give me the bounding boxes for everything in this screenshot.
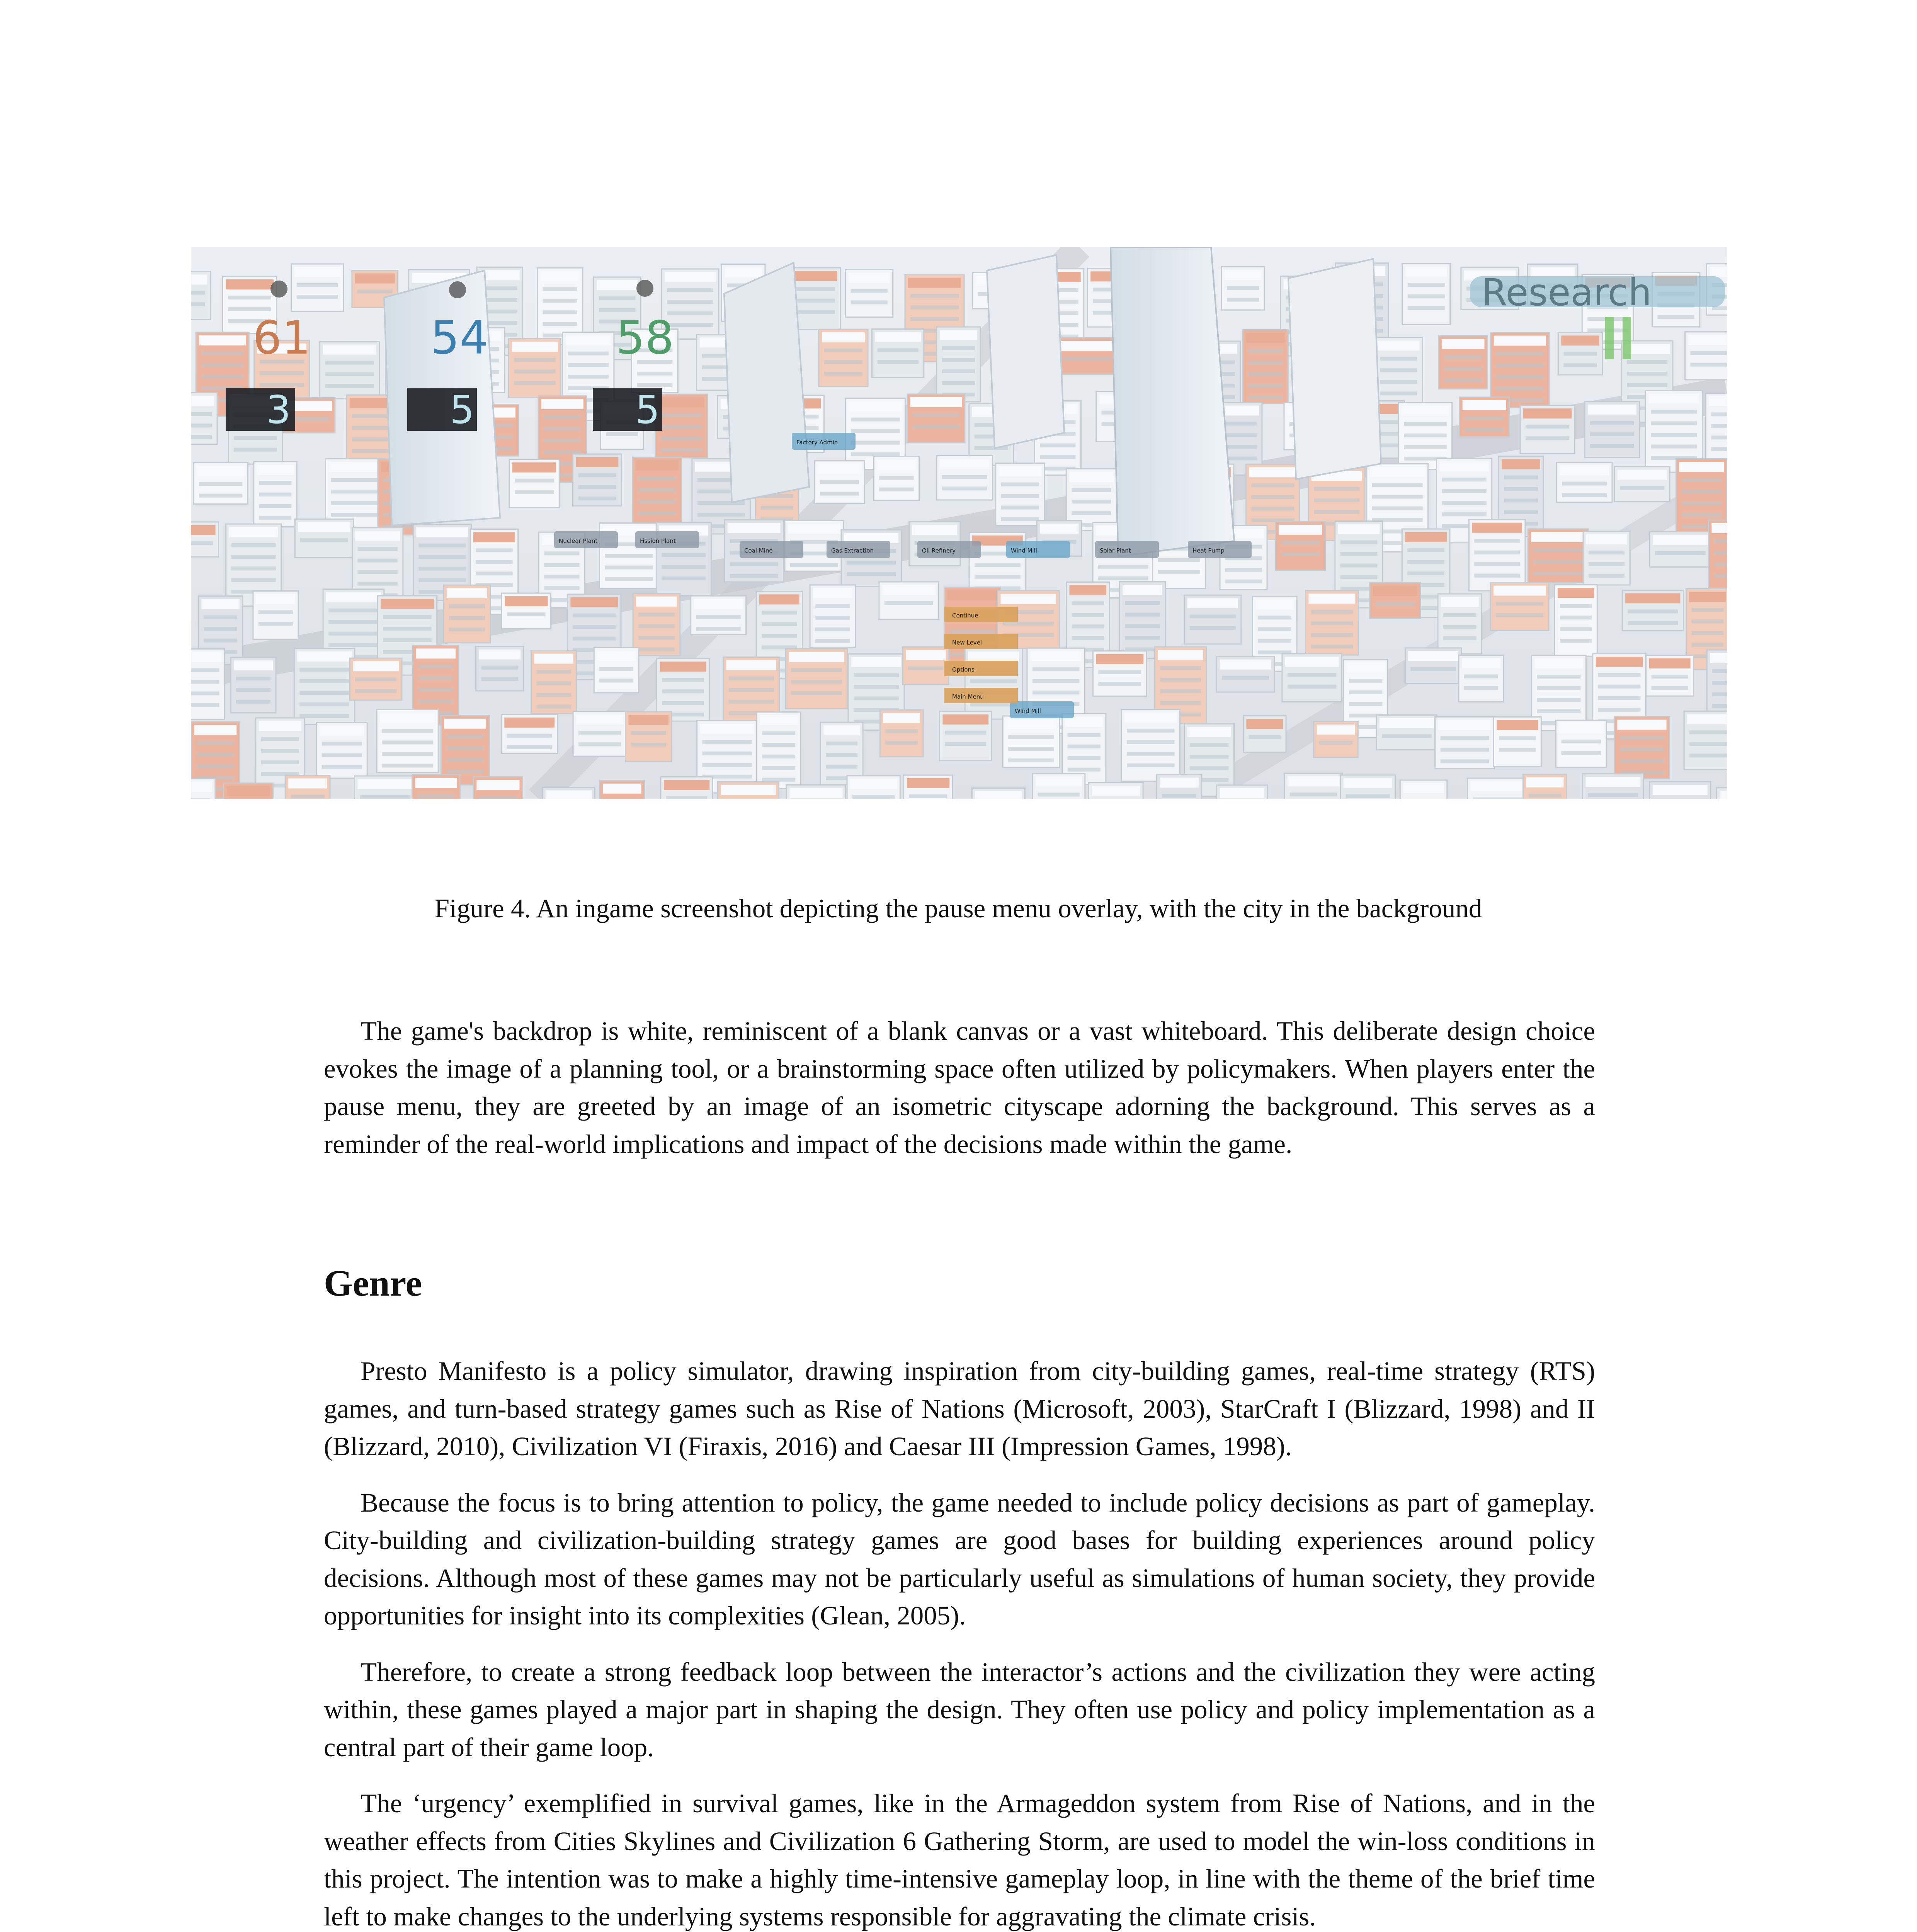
- policy-node[interactable]: [1010, 701, 1074, 718]
- policy-node-label: Coal Mine: [744, 547, 773, 554]
- policy-node[interactable]: [792, 433, 856, 450]
- cityscape-illustration: [191, 247, 1727, 799]
- policy-node-label: Wind Mill: [1015, 707, 1041, 714]
- policy-node[interactable]: [1188, 541, 1252, 558]
- policy-node-label: Oil Refinery: [922, 547, 956, 554]
- hud-value-1: 61: [253, 311, 311, 364]
- pause-menu-item[interactable]: [944, 607, 1018, 622]
- body-paragraph: Therefore, to create a strong feedback loop between the interactor’s actions and the civilization they were acting within, these games played a major part in shaping the design. They often use policy and policy implementation as a central part of their game loop.: [324, 1657, 1595, 1762]
- body-paragraph: Because the focus is to bring attention to policy, the game needed to include policy decisions as part of gameplay. City-building and civilization-building strategy games are good bases for building experiences around policy decisions. Although most of these games may not be particularly useful as simulations of human society, they provide opportunities for insight into its complexities (Glean, 2005).: [324, 1488, 1595, 1630]
- money-icon: [636, 280, 653, 297]
- policy-node[interactable]: [917, 541, 981, 558]
- hud-count-3: 5: [635, 387, 660, 432]
- intro-section: [324, 1012, 1595, 1182]
- pause-menu-label: Continue: [952, 612, 978, 619]
- policy-node-label: Fission Plant: [640, 537, 676, 544]
- policy-node-label: Nuclear Plant: [559, 537, 598, 544]
- policy-node-label: Solar Plant: [1100, 547, 1131, 554]
- figure-4-screenshot: [191, 247, 1727, 799]
- body-paragraph: The ‘urgency’ exemplified in survival games, like in the Armageddon system from Rise of Nations, and in the weather effects from Cities Skylines and Civilization 6 Gathering Storm, are used to model the win-loss conditions in this project. The intention was to make a highly time-intensive gameplay loop, in line with the theme of the brief time left to make changes to the underlying systems responsible for aggravating the climate crisis.: [324, 1789, 1595, 1931]
- research-label: Research: [1482, 271, 1652, 314]
- pause-icon-left[interactable]: [1605, 317, 1614, 359]
- policy-node[interactable]: [554, 531, 618, 548]
- policy-node[interactable]: [1006, 541, 1070, 558]
- policy-node[interactable]: [635, 531, 699, 548]
- pause-menu-item[interactable]: [944, 634, 1018, 649]
- pause-icon-right[interactable]: [1623, 317, 1631, 359]
- pause-menu-label: Options: [952, 666, 975, 673]
- hud-value-2: 54: [430, 311, 489, 364]
- policy-node-label: Heat Pump: [1192, 547, 1225, 554]
- body-paragraph: The game's backdrop is white, reminiscent of a blank canvas or a vast whiteboard. This deliberate design choice evokes the image of a planning tool, or a brainstorming space often utilized by policymakers. When players enter the pause menu, they are greeted by an image of an isometric cityscape adorning the background. This serves as a reminder of the real-world implications and impact of the decisions made within the game.: [324, 1016, 1595, 1159]
- policy-node-label: Gas Extraction: [831, 547, 874, 554]
- population-icon: [449, 281, 466, 298]
- policy-node[interactable]: [740, 541, 803, 558]
- pause-menu-item[interactable]: [944, 688, 1018, 703]
- policy-node[interactable]: [1095, 541, 1159, 558]
- section-heading: Genre: [324, 1262, 422, 1304]
- body-paragraph: Presto Manifesto is a policy simulator, drawing inspiration from city-building games, real-time strategy (RTS) games, and turn-based strategy games such as Rise of Nations (Microsoft, 2003), StarCraft I (Blizzard, 1998) and II (Blizzard, 2010), Civilization VI (Firaxis, 2016) and Caesar III (Impression Games, 1998).: [324, 1356, 1595, 1461]
- policy-node[interactable]: [827, 541, 890, 558]
- genre-section: [324, 1352, 1595, 1932]
- figure-caption: Figure 4. An ingame screenshot depicting the pause menu overlay, with the city in the background: [434, 894, 1482, 923]
- pause-menu-item[interactable]: [944, 661, 1018, 676]
- pause-menu-label: New Level: [952, 639, 982, 646]
- hud-count-1: 3: [266, 387, 291, 432]
- hud-count-2: 5: [450, 387, 475, 432]
- hud-value-3: 58: [616, 311, 674, 364]
- energy-icon: [270, 281, 287, 298]
- policy-node-label: Factory Admin: [796, 439, 838, 446]
- policy-node-label: Wind Mill: [1011, 547, 1037, 554]
- pause-menu-label: Main Menu: [952, 693, 984, 700]
